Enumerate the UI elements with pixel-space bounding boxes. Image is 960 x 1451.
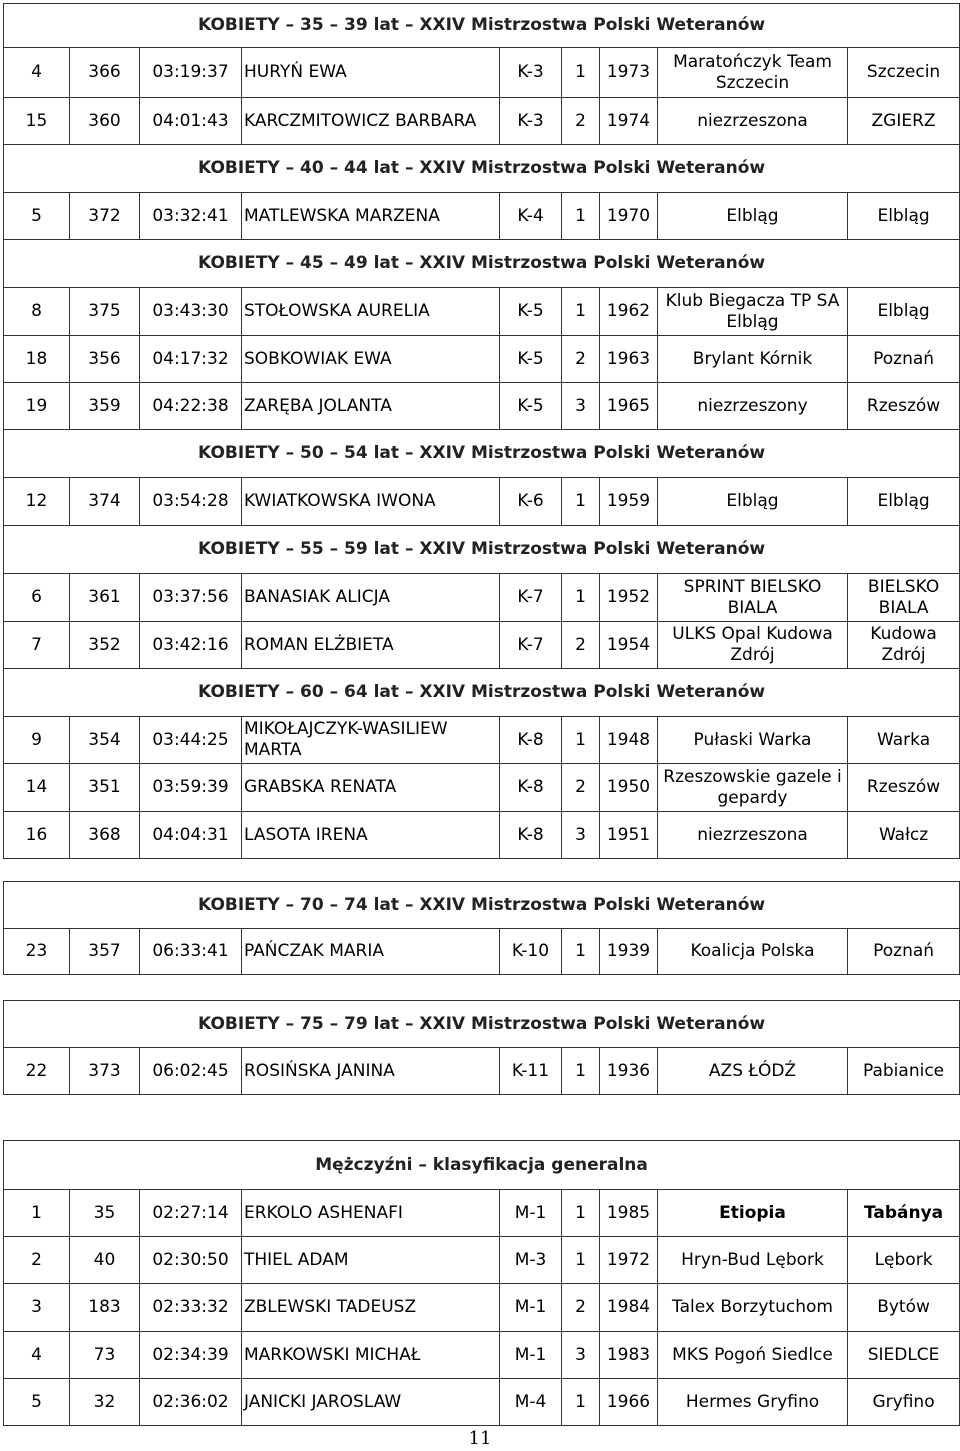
table-row: 1 35 02:27:14 ERKOLO ASHENAFI M-1 1 1985 Etiopia Tabánya <box>4 1190 960 1237</box>
section-k75 <box>3 1000 960 1095</box>
table-row: 5 32 02:36:02 JANICKI JAROSLAW M-4 1 1966 Hermes Gryfino Gryfino <box>4 1379 960 1426</box>
table-row: 8 375 03:43:30 STOŁOWSKA AURELIA K-5 1 1962 Klub Biegacza TP SA Elbląg Elbląg <box>4 288 960 336</box>
category-header: KOBIETY – 45 – 49 lat – XXIV Mistrzostwa Polski Weteranów <box>4 240 960 288</box>
category-header: KOBIETY – 60 – 64 lat – XXIV Mistrzostwa Polski Weteranów <box>4 669 960 717</box>
table-row: 4 366 03:19:37 HURYŃ EWA K-3 1 1973 Maratończyk Team Szczecin Szczecin <box>4 48 960 98</box>
table-row: 19 359 04:22:38 ZARĘBA JOLANTA K-5 3 1965 niezrzeszony Rzeszów <box>4 383 960 430</box>
category-header: KOBIETY – 50 – 54 lat – XXIV Mistrzostwa Polski Weteranów <box>4 430 960 478</box>
table-row: 3 183 02:33:32 ZBLEWSKI TADEUSZ M-1 2 1984 Talex Borzytuchom Bytów <box>4 1284 960 1332</box>
table-row: 14 351 03:59:39 GRABSKA RENATA K-8 2 1950 Rzeszowskie gazele i gepardy Rzeszów <box>4 764 960 812</box>
table-row: 6 361 03:37:56 BANASIAK ALICJA K-7 1 1952 SPRINT BIELSKO BIALA BIELSKO BIALA <box>4 574 960 622</box>
category-header: KOBIETY – 40 – 44 lat – XXIV Mistrzostwa Polski Weteranów <box>4 145 960 193</box>
section-k70 <box>3 881 960 975</box>
table-row: 15 360 04:01:43 KARCZMITOWICZ BARBARA K-3 2 1974 niezrzeszona ZGIERZ <box>4 98 960 145</box>
page-number: 11 <box>468 1428 492 1449</box>
category-header: Mężczyźni – klasyfikacja generalna <box>4 1141 960 1190</box>
category-header: KOBIETY – 75 – 79 lat – XXIV Mistrzostwa Polski Weteranów <box>4 1001 960 1048</box>
section-k35 <box>3 3 960 859</box>
table-row: 23 357 06:33:41 PAŃCZAK MARIA K-10 1 1939 Koalicja Polska Poznań <box>4 929 960 975</box>
category-header: KOBIETY – 70 – 74 lat – XXIV Mistrzostwa Polski Weteranów <box>4 882 960 929</box>
table-row: 18 356 04:17:32 SOBKOWIAK EWA K-5 2 1963 Brylant Kórnik Poznań <box>4 336 960 383</box>
table-row: 5 372 03:32:41 MATLEWSKA MARZENA K-4 1 1970 Elbląg Elbląg <box>4 193 960 240</box>
table-row: 22 373 06:02:45 ROSIŃSKA JANINA K-11 1 1936 AZS ŁÓDŹ Pabianice <box>4 1048 960 1095</box>
table-row: 9 354 03:44:25 MIKOŁAJCZYK-WASILIEW MARTA K-8 1 1948 Pułaski Warka Warka <box>4 717 960 764</box>
table-row: 7 352 03:42:16 ROMAN ELŻBIETA K-7 2 1954 ULKS Opal Kudowa Zdrój Kudowa Zdrój <box>4 622 960 669</box>
category-header: KOBIETY – 55 – 59 lat – XXIV Mistrzostwa Polski Weteranów <box>4 526 960 574</box>
section-men <box>3 1140 960 1426</box>
table-row: 16 368 04:04:31 LASOTA IRENA K-8 3 1951 niezrzeszona Wałcz <box>4 812 960 859</box>
table-row: 12 374 03:54:28 KWIATKOWSKA IWONA K-6 1 1959 Elbląg Elbląg <box>4 478 960 526</box>
table-row: 4 73 02:34:39 MARKOWSKI MICHAŁ M-1 3 1983 MKS Pogoń Siedlce SIEDLCE <box>4 1332 960 1379</box>
table-row: 2 40 02:30:50 THIEL ADAM M-3 1 1972 Hryn-Bud Lębork Lębork <box>4 1237 960 1284</box>
category-header: KOBIETY – 35 – 39 lat – XXIV Mistrzostwa Polski Weteranów <box>4 4 960 48</box>
